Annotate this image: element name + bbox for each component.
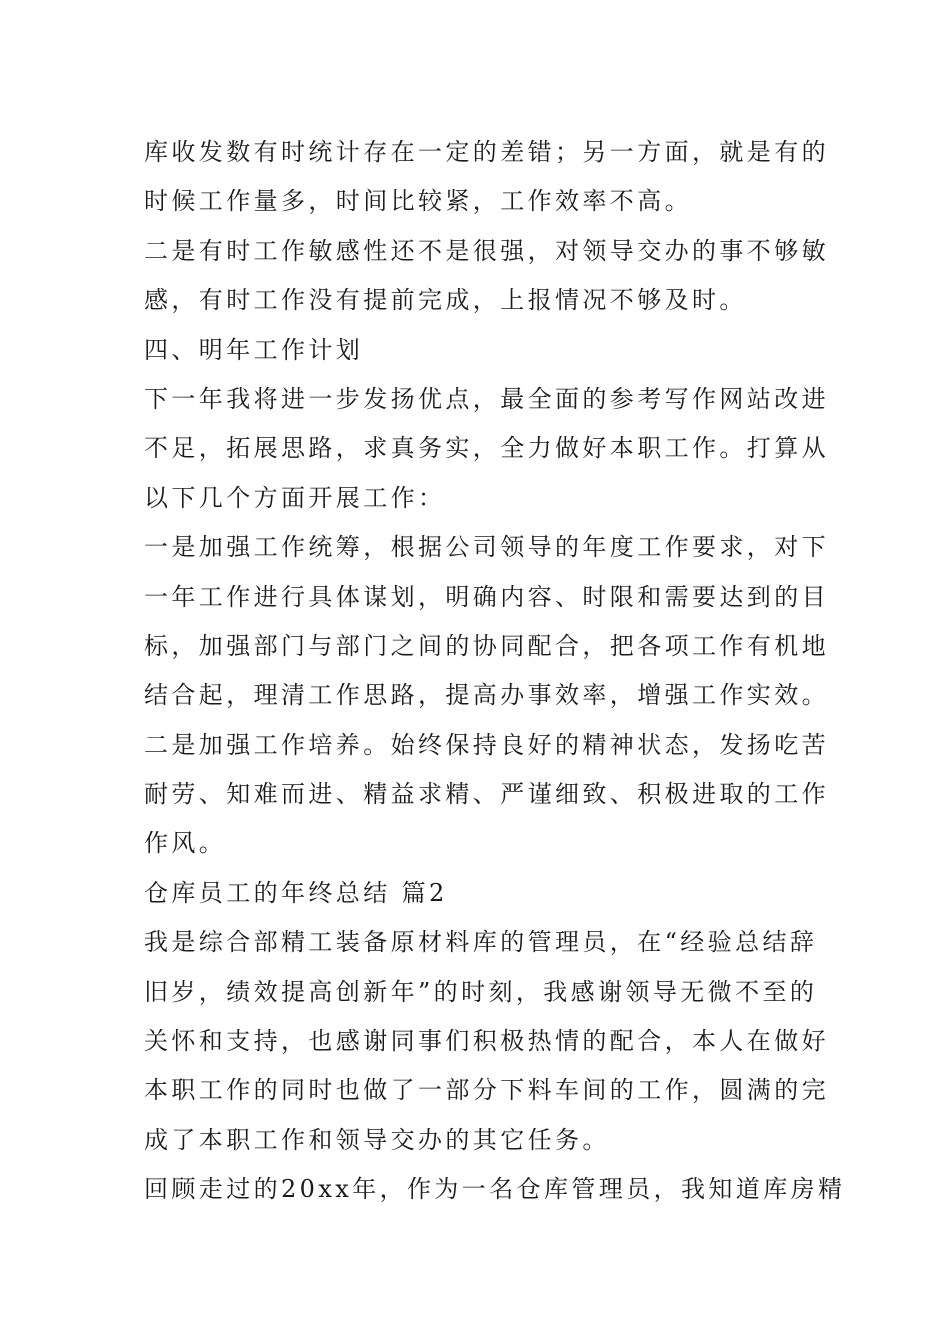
text-line: 耐劳、知难而进、精益求精、严谨细致、积极进取的工作 <box>144 780 829 809</box>
text-line: 下一年我将进一步发扬优点，最全面的参考写作网站改进 <box>144 384 829 413</box>
text-line: 时候工作量多，时间比较紧，工作效率不高。 <box>144 187 692 216</box>
text-line: 不足，拓展思路，求真务实，全力做好本职工作。打算从 <box>144 434 829 463</box>
text-line: 二是加强工作培养。始终保持良好的精神状态，发扬吃苦 <box>144 730 829 759</box>
text-line: 以下几个方面开展工作： <box>144 483 446 512</box>
text-line: 感，有时工作没有提前完成，上报情况不够及时。 <box>144 286 747 315</box>
text-line: 关怀和支持，也感谢同事们积极热情的配合，本人在做好 <box>144 1027 829 1056</box>
article-title: 仓库员工的年终总结 篇2 <box>144 878 448 907</box>
text-line: 回顾走过的20xx年，作为一名仓库管理员，我知道库房精 <box>144 1175 846 1204</box>
text-line: 二是有时工作敏感性还不是很强，对领导交办的事不够敏 <box>144 236 829 265</box>
text-line: 结合起，理清工作思路，提高办事效率，增强工作实效。 <box>144 681 829 710</box>
text-line: 一是加强工作统筹，根据公司领导的年度工作要求，对下 <box>144 533 829 562</box>
text-line: 标，加强部门与部门之间的协同配合，把各项工作有机地 <box>144 631 829 660</box>
document-body <box>144 128 846 1215</box>
text-line: 一年工作进行具体谋划，明确内容、时限和需要达到的目 <box>144 582 829 611</box>
text-line: 作风。 <box>144 829 227 858</box>
text-line: 成了本职工作和领导交办的其它任务。 <box>144 1125 610 1154</box>
text-line: 本职工作的同时也做了一部分下料车间的工作，圆满的完 <box>144 1076 829 1105</box>
text-line: 我是综合部精工装备原材料库的管理员，在“经验总结辞 <box>144 928 818 957</box>
text-line: 库收发数有时统计存在一定的差错；另一方面，就是有的 <box>144 138 829 166</box>
section-heading: 四、明年工作计划 <box>144 335 364 364</box>
text-line: 旧岁，绩效提高创新年”的时刻，我感谢领导无微不至的 <box>144 977 818 1006</box>
